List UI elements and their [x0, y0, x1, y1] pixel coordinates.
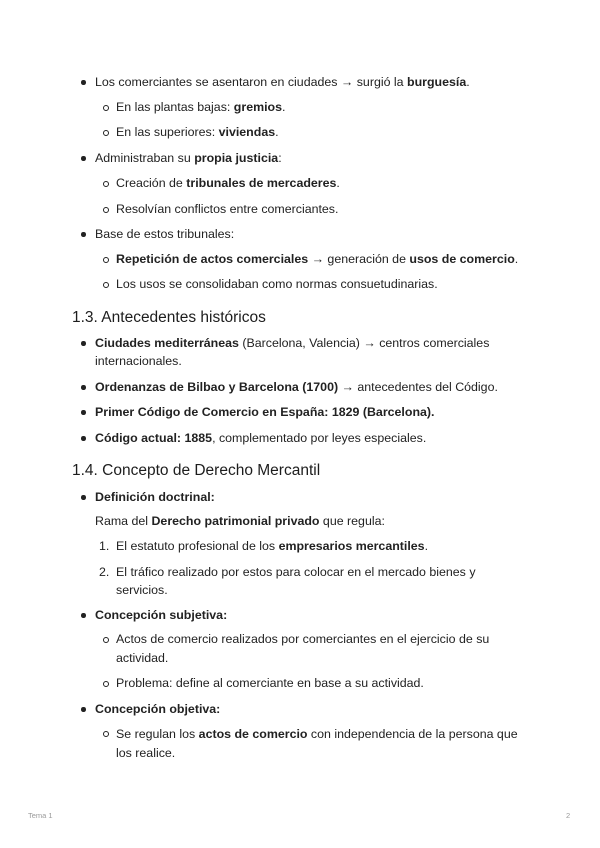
- list-number: 2.: [99, 565, 110, 579]
- section-heading: 1.3. Antecedentes históricos: [72, 309, 266, 326]
- list-item: Base de estos tribunales:: [95, 227, 235, 241]
- definition-text: Rama del Derecho patrimonial privado que regula:: [95, 514, 385, 528]
- bullet-icon: [81, 385, 86, 390]
- list-item: Se regulan los actos de comercio con independencia de la persona que: [116, 727, 518, 741]
- list-item-continuation: los realice.: [116, 746, 176, 760]
- bullet-icon: [81, 436, 86, 441]
- circle-bullet-icon: [103, 181, 109, 187]
- bullet-icon: [81, 156, 86, 161]
- list-item: Problema: define al comerciante en base a su actividad.: [116, 676, 424, 690]
- list-item-continuation: actividad.: [116, 651, 169, 665]
- list-item-continuation: internacionales.: [95, 354, 182, 368]
- bullet-icon: [81, 232, 86, 237]
- list-item: Los usos se consolidaban como normas consuetudinarias.: [116, 277, 438, 291]
- section-heading: 1.4. Concepto de Derecho Mercantil: [72, 462, 321, 479]
- circle-bullet-icon: [103, 637, 109, 643]
- list-item: Repetición de actos comerciales → generación de usos de comercio.: [116, 252, 519, 266]
- list-item: Creación de tribunales de mercaderes.: [116, 176, 340, 190]
- list-number: 1.: [99, 539, 110, 553]
- list-item: Ordenanzas de Bilbao y Barcelona (1700) → antecedentes del Código.: [95, 380, 498, 394]
- concept-label: Concepción subjetiva:: [95, 608, 228, 622]
- bullet-icon: [81, 80, 86, 85]
- bullet-icon: [81, 495, 86, 500]
- list-item: En las plantas bajas: gremios.: [116, 100, 286, 114]
- circle-bullet-icon: [103, 257, 109, 263]
- circle-bullet-icon: [103, 105, 109, 111]
- bullet-icon: [81, 613, 86, 618]
- bullet-icon: [81, 410, 86, 415]
- circle-bullet-icon: [103, 681, 109, 687]
- circle-bullet-icon: [103, 282, 109, 288]
- list-item-continuation: servicios.: [116, 583, 168, 597]
- list-item: Primer Código de Comercio en España: 1829 (Barcelona).: [95, 405, 435, 419]
- concept-label: Concepción objetiva:: [95, 702, 221, 716]
- list-item: Código actual: 1885, complementado por leyes especiales.: [95, 431, 427, 445]
- page-number: 2: [566, 811, 571, 820]
- list-item: Los comerciantes se asentaron en ciudades → surgió la burguesía.: [95, 75, 470, 89]
- circle-bullet-icon: [103, 130, 109, 136]
- circle-bullet-icon: [103, 731, 109, 737]
- circle-bullet-icon: [103, 207, 109, 213]
- list-item: Actos de comercio realizados por comerciantes en el ejercicio de su: [116, 632, 490, 646]
- list-item: Administraban su propia justicia:: [95, 151, 282, 165]
- list-item: El estatuto profesional de los empresarios mercantiles.: [116, 539, 429, 553]
- list-item: En las superiores: viviendas.: [116, 125, 279, 139]
- definition-label: Definición doctrinal:: [95, 490, 215, 504]
- list-item: Resolvían conflictos entre comerciantes.: [116, 202, 339, 216]
- bullet-icon: [81, 707, 86, 712]
- list-item: El tráfico realizado por estos para colocar en el mercado bienes y: [116, 565, 476, 579]
- list-item: Ciudades mediterráneas (Barcelona, Valencia) → centros comerciales: [95, 336, 490, 350]
- bullet-icon: [81, 341, 86, 346]
- footer-title: Tema 1: [28, 811, 53, 820]
